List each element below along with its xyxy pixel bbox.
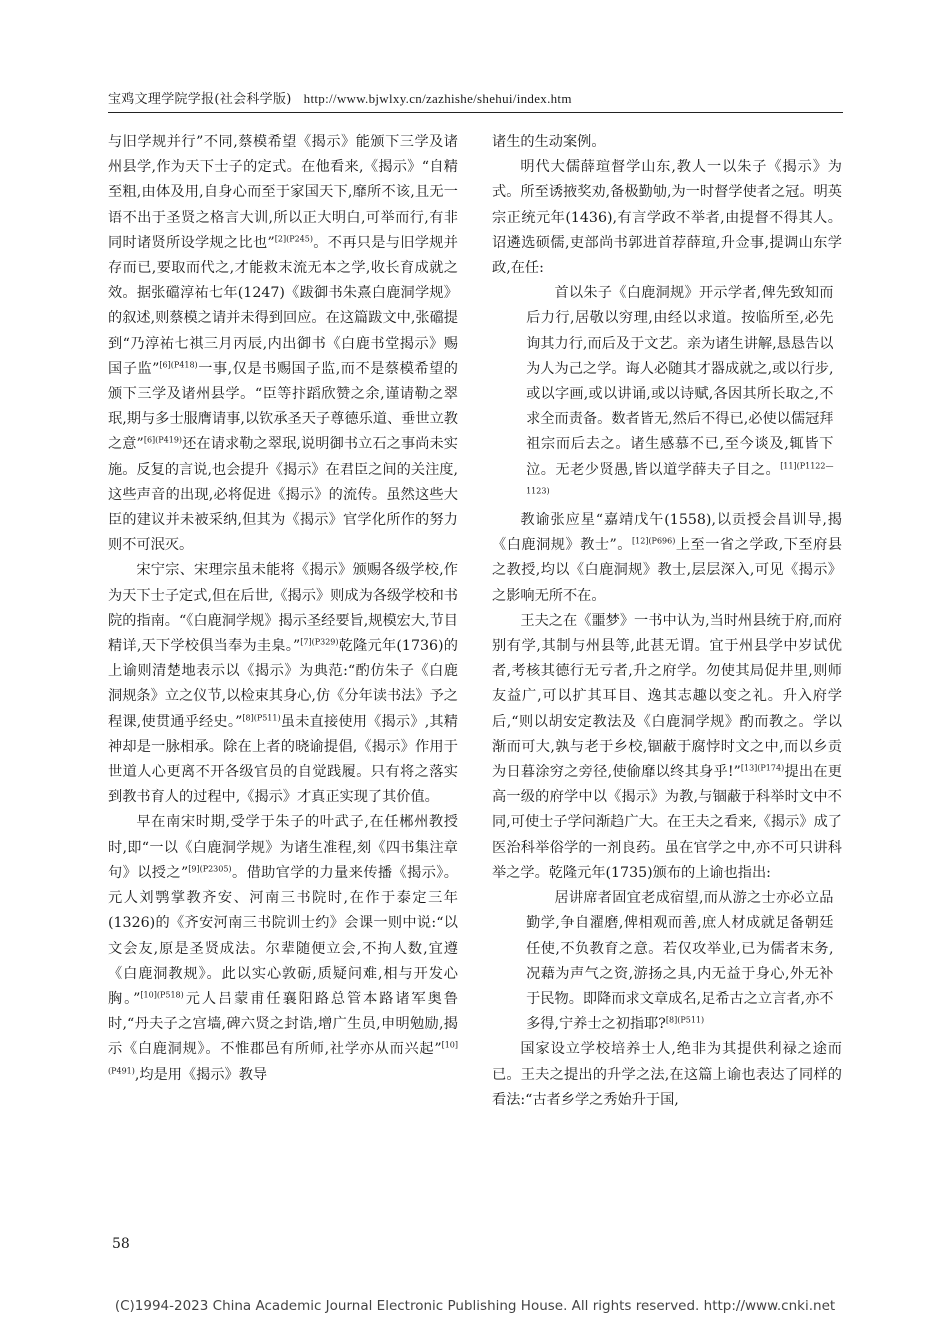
citation: [9](P2305): [188, 864, 232, 874]
citation: [6](P418): [159, 360, 198, 370]
text-run: 与旧学规并行”不同,蔡模希望《揭示》能颁下三学及诸州县学,作为天下士子的定式。在他看来,《揭示》“自精至粗,由体及用,自身心而至于家国天下,靡所不该,且无一语不出于圣贤之格言大训,所以正大明白,可举而行,有非同时诸贤所设学规之比也”: [108, 134, 458, 251]
text-run: 明代大儒薛瑄督学山东,教人一以朱子《揭示》为式。所至诱掖奖劝,备极勤劬,为一时督学使者之冠。明英宗正统元年(1436),有言学政不举者,由提督不得其人。诏遴选硕儒,吏部尚书郭进首荐薛瑄,升佥事,提调山东学政,在任:: [492, 159, 842, 277]
page-number: 58: [112, 1236, 130, 1252]
citation: [10](P491): [108, 1040, 458, 1075]
running-header: [108, 88, 843, 107]
text-run: 虽未直接使用《揭示》,其精神却是一脉相承。除在上者的晓谕提倡,《揭示》作用于世道人心更离不开各级官员的自觉践履。只有将之落实到教书育人的过程中,《揭示》才真正实现了其价值。: [108, 713, 458, 806]
text-run: 。不再只是与旧学规并存而已,要取而代之,才能救末流无本之学,收长育成就之效。据张礑淳祐七年(1247)《跋御书朱熹白鹿洞学规》的叙述,则蔡模之请并未得到回应。在这篇跋文中,张礑提到“乃淳祐七祺三月丙辰,内出御书《白鹿书堂揭示》赐国子监”: [108, 234, 458, 377]
citation: [12](P696): [632, 536, 676, 546]
text-run: 一事,仅是书赐国子监,而不是蔡模希望的颁下三学及诸州县学。“臣等抃蹈欣赞之余,谨请勒之翠珉,期与多士服膺请事,以钦承圣天子尊德乐道、垂世立教之意”: [108, 360, 458, 453]
citation: [7](P329): [300, 637, 339, 647]
text-run: 元人吕蒙甫任襄阳路总管本路诸军奥鲁时,“丹夫子之宫墙,碑六贤之封诰,增广生员,申明勉励,揭示《白鹿洞规》。不惟郡邑有所师,社学亦从而兴起”: [108, 990, 458, 1058]
text-run: ,均是用《揭示》教导: [134, 1066, 268, 1083]
paragraph: [108, 558, 458, 810]
text-run: 宋宁宗、宋理宗虽未能将《揭示》颁赐各级学校,作为天下士子定式,但在后世,《揭示》则成为各级学校和书院的指南。“《白鹿洞学规》揭示圣经要旨,规模宏大,节目精详,天下学校俱当奉为圭臬。”: [108, 562, 458, 655]
text-run: 教谕张应星“嘉靖戊午(1558),以贡授会昌训导,揭《白鹿洞规》教士”。: [492, 512, 842, 554]
citation: [13](P174): [740, 763, 785, 773]
text-run: 。借助官学的力量来传播《揭示》。元人刘鹗掌教齐安、河南三书院时,在作于泰定三年(1326)的《齐安河南三书院训士约》会课一则中说:“以文会友,原是圣贤成法。尔辈随便立会,不拘人数,宜遵《白鹿洞教规》。此以实心敦砺,质疑问难,相与开发心胸。”: [108, 864, 458, 1007]
paragraph: [492, 609, 842, 886]
text-run: 还在请求勒之翠珉,说明御书立石之事尚未实施。反复的言说,也会提升《揭示》在君臣之间的关注度,这些声音的出现,必将促进《揭示》的流传。虽然这些大臣的建议并未被采纳,但其为《揭示》官学化所作的努力则不可泯灭。: [108, 436, 458, 554]
citation: [8](P511): [665, 1015, 705, 1025]
text-run: 诸生的生动案例。: [492, 134, 606, 150]
journal-title: 宝鸡文理学院学报(社会科学版): [108, 92, 292, 107]
header-rule: [108, 112, 843, 113]
paragraph: [492, 155, 842, 281]
citation: [10](P518): [140, 990, 184, 1000]
citation: [2](P245): [274, 234, 313, 244]
left-column: [108, 130, 458, 1088]
text-run: 居讲席者固宜老成宿望,而从游之士亦必立品勤学,争自濯磨,俾相观而善,庶人材成就足备朝廷任使,不负教育之意。若仅攻举业,已为儒者末务,况藉为声气之资,游扬之具,内无益于身心,外无补于民物。即降而求文章成名,足希古之立言者,亦不多得,宁养士之初指耶?: [526, 890, 834, 1033]
text-run: 早在南宋时期,受学于朱子的叶武子,在任郴州教授时,即“一以《白鹿洞学规》为诸生准程,刻《四书集注章句》以授之”: [108, 814, 458, 881]
paragraph: [492, 508, 842, 609]
paragraph: [492, 1037, 842, 1113]
copyright-footer: (C)1994-2023 China Academic Journal Electronic Publishing House. All rights reserved. http://www.cnki.net: [114, 1298, 836, 1314]
text-run: 首以朱子《白鹿洞规》开示学者,俾先致知而后力行,居敬以穷理,由经以求道。按临所至,必先询其力行,而后及于文艺。亲为诸生讲解,恳恳告以为人为己之学。诲人必随其才器成就之,或以行步,或以字画,或以讲诵,或以诗赋,各因其所长取之,不求全而责备。数者皆无,然后不得已,必使以儒冠拜祖宗而后去之。诸生感慕不已,至今谈及,辄皆下泣。无老少贤愚,皆以道学薛夫子目之。: [526, 285, 834, 478]
citation: [8](P511): [242, 712, 281, 722]
text-run: 乾隆元年(1736)的上谕则清楚地表示以《揭示》为典范:“酌仿朱子《白鹿洞规条》立之仪节,以检束其身心,仿《分年读书法》予之程课,使贯通乎经史。”: [108, 638, 458, 730]
text-run: 国家设立学校培养士人,绝非为其提供利禄之途而已。王夫之提出的升学之法,在这篇上谕也表达了同样的看法:“古者乡学之秀始升于国,: [492, 1041, 842, 1108]
paragraph: [492, 130, 842, 155]
block-quote: [492, 281, 842, 508]
citation: [11](P1122—1123): [526, 460, 834, 496]
journal-url[interactable]: http://www.bjwlxy.cn/zazhishe/shehui/index.htm: [303, 91, 572, 106]
paragraph: [108, 810, 458, 1087]
block-quote: [492, 886, 842, 1037]
citation: [6](P419): [143, 435, 183, 445]
text-run: 上至一省之学政,下至府县之教授,均以《白鹿洞规》教士,层层深入,可见《揭示》之影响无所不在。: [492, 537, 842, 604]
text-run: 提出在更高一级的府学中以《揭示》为教,与锢蔽于科举时文中不同,可使士子学问渐趋广大。在王夫之看来,《揭示》成了医治科举俗学的一剂良药。虽在官学之中,亦不可只讲科举之学。乾隆元年(1735)颁布的上谕也指出:: [492, 764, 842, 881]
right-column: [492, 130, 842, 1113]
text-run: 王夫之在《噩梦》一书中认为,当时州县统于府,而府别有学,其制与州县等,此甚无谓。宜于州县学中岁试优者,考核其德行无亏者,升之府学。勿使其局促井里,则师友益广,可以扩其耳目、逸其志趣以变之礼。升入府学后,“则以胡安定教法及《白鹿洞学规》酌而教之。学以渐而可大,孰与老于乡校,锢蔽于腐悖时文之中,而以乡贡为日暮涂穷之旁径,使偷靡以终其身乎!”: [492, 612, 842, 781]
paragraph: [108, 130, 458, 558]
